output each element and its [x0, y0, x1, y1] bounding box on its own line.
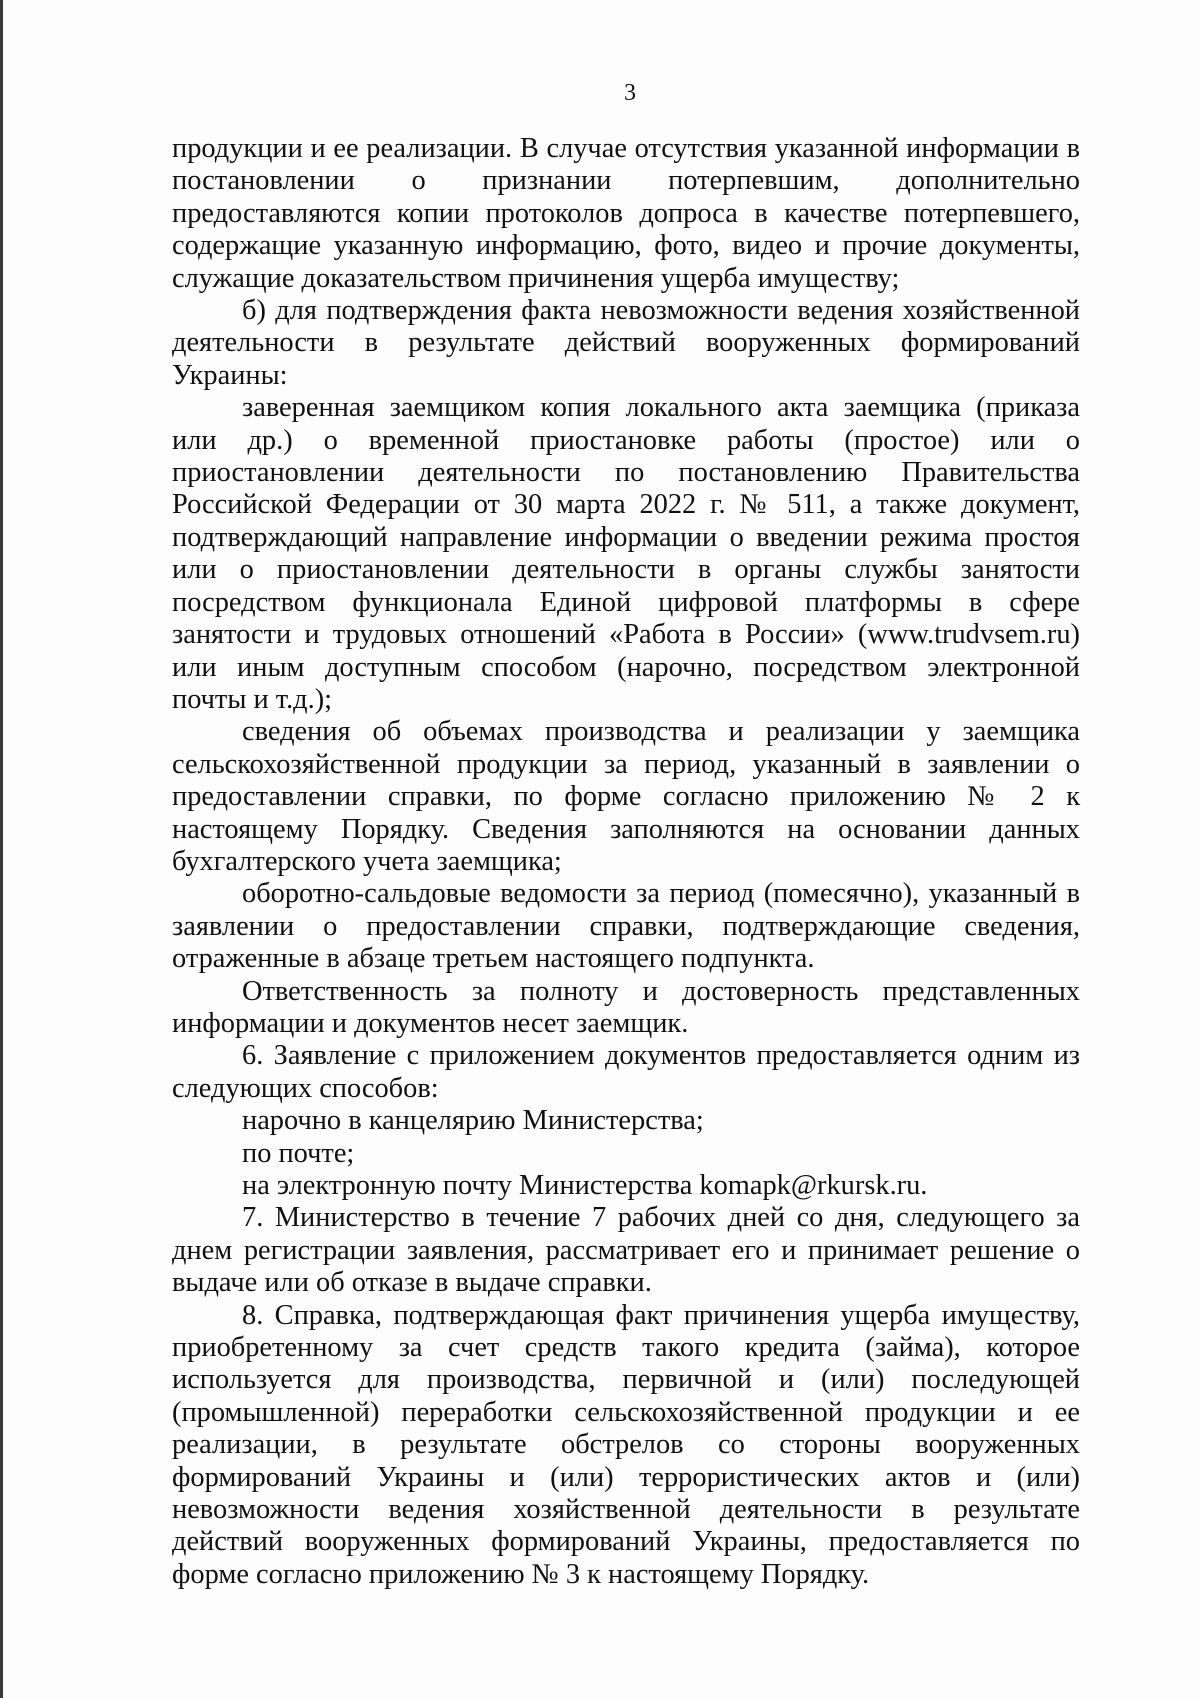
paragraph-10: на электронную почту Министерства komapk@rkursk.ru. — [242, 1170, 928, 1201]
document-body — [172, 133, 1080, 1591]
paragraph-9: по почте; — [242, 1137, 355, 1169]
paragraph-3: заверенная заемщиком копия локального акта заемщика (приказа или др.) о временной приостановке работы (простое) или о приостановлении деятельности по постановлению Правительства Российской Федерации от 30 марта 2022 г. № 511, а также документ, подтверждающий направление информации о введении режима простоя или о приостановлении деятельности в органы службы занятости посредством функционала Единой цифровой платформы в сфере занятости и трудовых отношений «Работа в России» (www.trudvsem.ru) или иным доступным способом (нарочно, посредством электронной почты и т.д.); — [172, 392, 1080, 715]
paragraph-5: оборотно-сальдовые ведомости за период (помесячно), указанный в заявлении о предоставлении справки, подтверждающие сведения, отраженные в абзаце третьем настоящего подпункта. — [172, 878, 1080, 975]
paragraph-6: Ответственность за полноту и достоверность представленных информации и документов несет заемщик. — [172, 975, 1080, 1039]
paragraph-12: 8. Справка, подтверждающая факт причинения ущерба имуществу, приобретенному за счет средств такого кредита (займа), которое используется для производства, первичной и (или) последующей (промышленной) переработки сельскохозяйственной продукции и ее реализации, в результате обстрелов со стороны вооруженных формирований Украины и (или) террористических актов и (или) невозможности ведения хозяйственной деятельности в результате действий вооруженных формирований Украины, предоставляется по форме согласно приложению № 3 к настоящему Порядку. — [172, 1299, 1080, 1590]
paragraph-4: сведения об объемах производства и реализации у заемщика сельскохозяйственной продукции за период, указанный в заявлении о предоставлении справки, по форме согласно приложению № 2 к настоящему Порядку. Сведения заполняются на основании данных бухгалтерского учета заемщика; — [172, 716, 1080, 877]
paragraph-2: б) для подтверждения факта невозможности ведения хозяйственной деятельности в результате действий вооруженных формирований Украины: — [172, 295, 1080, 391]
paragraph-1: продукции и ее реализации. В случае отсутствия указанной информации в постановлении о признании потерпевшим, дополнительно предоставляются копии протоколов допроса в качестве потерпевшего, содержащие указанную информацию, фото, видео и прочие документы, служащие доказательством причинения ущерба имуществу; — [172, 133, 1080, 294]
paragraph-7: 6. Заявление с приложением документов предоставляется одним из следующих способов: — [172, 1040, 1080, 1104]
scan-edge — [0, 0, 3, 1698]
paragraph-8: нарочно в канцелярию Министерства; — [242, 1105, 704, 1137]
page-number: 3 — [624, 80, 636, 106]
paragraph-11: 7. Министерство в течение 7 рабочих дней со дня, следующего за днем регистрации заявления, рассматривает его и принимает решение о выдаче или об отказе в выдаче справки. — [172, 1202, 1080, 1299]
